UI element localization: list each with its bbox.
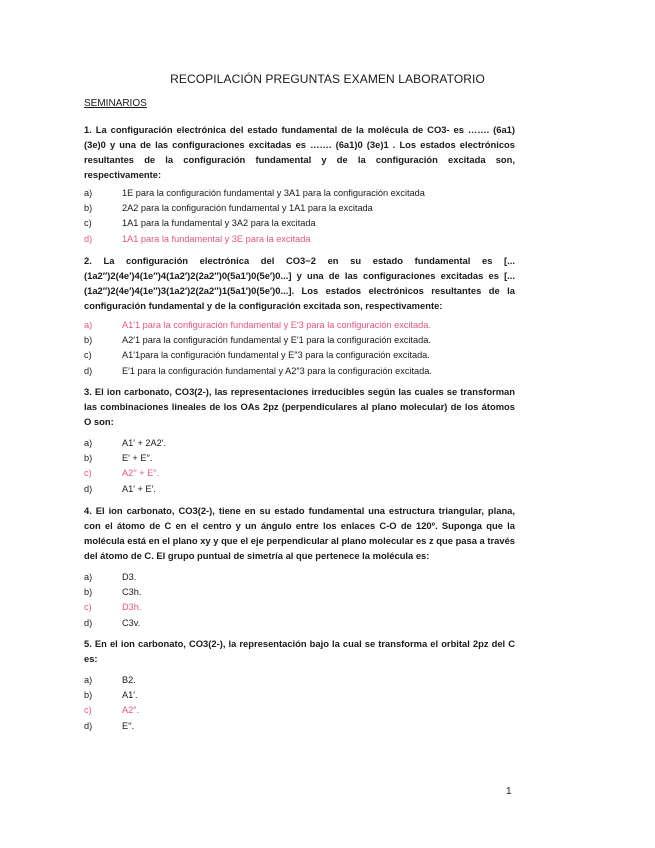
option-letter: b) <box>84 203 93 214</box>
option-text: 1A1 para la fundamental y 3E para la excitada <box>122 233 311 244</box>
question-number: 4. <box>84 505 92 516</box>
option-2a-correct <box>84 318 524 333</box>
option-3b <box>84 451 524 466</box>
options-list-4 <box>84 570 524 631</box>
option-2d <box>84 364 524 379</box>
option-text: A2′1 para la configuración fundamental y E′1 para la configuración excitada. <box>122 335 431 346</box>
option-letter: b) <box>84 453 93 464</box>
question-3 <box>84 384 515 429</box>
option-text: A1′ + E′. <box>122 483 156 494</box>
option-text: 1A1 para la fundamental y 3A2 para la excitada <box>122 218 316 229</box>
question-text: La configuración electrónica del CO3−2 en su estado fundamental es [...(1a2″)2(4e′)4(1e″)4(1a2′)2(2a2″)0(5a1′)0(5e′)0...] y una de las configuraciones excitadas es [...(1a2″)2(4e′)4(1e″)3(1a2′)2(2a2″)1(5a1′)0(5e′)0...]. Los estados electrónicos resultantes de la configuración fundamental y de la configuración excitada son, respectivamente: <box>84 255 515 311</box>
question-1 <box>84 122 515 182</box>
option-text: 1E para la configuración fundamental y 3A1 para la configuración excitada <box>122 188 425 198</box>
option-text: E′1 para la configuración fundamental y A2″3 para la configuración excitada. <box>122 365 432 376</box>
option-text: D3. <box>122 572 137 582</box>
option-letter: d) <box>84 720 93 731</box>
option-letter: d) <box>84 617 93 628</box>
question-5 <box>84 636 515 666</box>
option-1c <box>84 216 524 231</box>
option-text: A2′′ + E′′. <box>122 468 160 479</box>
option-letter: a) <box>84 188 93 198</box>
option-letter: c) <box>84 218 92 229</box>
option-letter: a) <box>84 675 93 685</box>
option-text: A2″. <box>122 705 140 716</box>
option-4c-correct <box>84 600 524 615</box>
question-text: El ion carbonato, CO3(2-), las representaciones irreducibles según las cuales se transforman las combinaciones lineales de los OAs 2pz (perpendiculares al plano molecular) de los átomos O son: <box>84 386 515 427</box>
option-text: E′′. <box>122 720 135 731</box>
question-text: La configuración electrónica del estado fundamental de la molécula de CO3- es ……. (6a1)(3e)0 y una de las configuraciones excitadas es ……. (6a1)0 (3e)1 . Los estados electrónicos resultantes de la configuración fundamental y de la configuración excitada son, respectivamente: <box>84 124 515 180</box>
options-list-3 <box>84 436 524 497</box>
question-text: En el ion carbonato, CO3(2-), la representación bajo la cual se transforma el orbital 2pz del C es: <box>84 638 515 664</box>
option-2b <box>84 333 524 348</box>
option-1d-correct <box>84 232 524 247</box>
options-list-5 <box>84 673 524 734</box>
option-3c-correct <box>84 466 524 481</box>
option-text: E′ + E′′. <box>122 453 153 464</box>
question-number: 2. <box>84 255 92 266</box>
option-letter: b) <box>84 587 93 598</box>
option-letter: c) <box>84 602 92 613</box>
question-number: 3. <box>84 386 92 397</box>
option-5a <box>84 673 524 688</box>
option-5b <box>84 688 524 703</box>
option-3d <box>84 482 524 497</box>
option-text: C3h. <box>122 587 142 598</box>
option-letter: d) <box>84 365 93 376</box>
option-letter: d) <box>84 233 93 244</box>
option-letter: c) <box>84 350 92 361</box>
question-2 <box>84 253 515 313</box>
option-text: A1′1 para la configuración fundamental y E′3 para la configuración excitada. <box>122 320 431 330</box>
option-4d <box>84 616 524 631</box>
option-text: C3v. <box>122 617 141 628</box>
page-title: RECOPILACIÓN PREGUNTAS EXAMEN LABORATORIO <box>170 72 485 86</box>
page-number: 1 <box>506 786 512 797</box>
options-list-2 <box>84 318 524 379</box>
option-letter: a) <box>84 438 93 448</box>
option-4a <box>84 570 524 585</box>
option-2c <box>84 348 524 363</box>
option-text: 2A2 para la configuración fundamental y 1A1 para la excitada <box>122 203 373 214</box>
question-number: 1. <box>84 124 92 135</box>
option-letter: a) <box>84 320 93 330</box>
option-letter: b) <box>84 690 93 701</box>
option-text: A1′. <box>122 690 138 701</box>
option-1b <box>84 201 524 216</box>
option-3a <box>84 436 524 451</box>
option-text: B2. <box>122 675 136 685</box>
option-letter: c) <box>84 468 92 479</box>
option-1a <box>84 186 524 201</box>
option-text: D3h. <box>122 602 142 613</box>
question-4 <box>84 503 515 563</box>
option-4b <box>84 585 524 600</box>
section-heading: SEMINARIOS <box>84 98 147 109</box>
option-5c-correct <box>84 703 524 718</box>
question-number: 5. <box>84 638 92 649</box>
option-letter: d) <box>84 483 93 494</box>
option-letter: c) <box>84 705 92 716</box>
option-letter: b) <box>84 335 93 346</box>
option-text: A1′1para la configuración fundamental y E″3 para la configuración excitada. <box>122 350 430 361</box>
option-letter: a) <box>84 572 93 582</box>
question-text: El ion carbonato, CO3(2-), tiene en su estado fundamental una estructura triangular, plana, con el átomo de C en el centro y un ángulo entre los enlaces C-O de 120º. Suponga que la molécula está en el plano xy y que el eje perpendicular al plano molecular es z que pasa a través del átomo de C. El grupo puntual de simetría al que pertenece la molécula es: <box>84 505 516 561</box>
options-list-1 <box>84 186 524 247</box>
option-5d <box>84 719 524 734</box>
option-text: A1′ + 2A2′. <box>122 438 167 448</box>
